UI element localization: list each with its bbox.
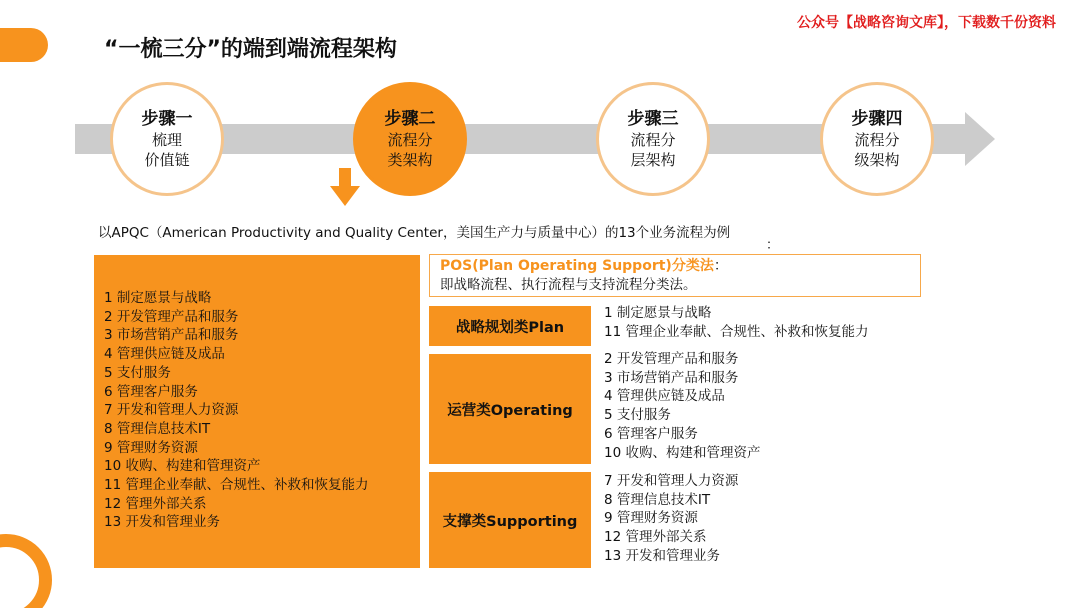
step-4-title: 步骤四 (851, 108, 903, 129)
list-item: 8 管理信息技术IT (604, 491, 711, 508)
list-item: 6 管理客户服务 (604, 425, 698, 442)
step-3-line-1: 流程分 (630, 130, 676, 149)
step-1-title: 步骤一 (141, 108, 193, 129)
step-2-title: 步骤二 (384, 108, 436, 129)
page-title: “一梳三分”的端到端流程架构 (104, 37, 397, 62)
list-item: 3 市场营销产品和服务 (604, 369, 739, 386)
list-item: 7 开发和管理人力资源 (604, 473, 739, 489)
step-3-title: 步骤三 (627, 108, 679, 129)
process-arrow-head (965, 112, 995, 166)
step-1-circle (110, 82, 224, 196)
step-1-line-1: 梳理 (151, 130, 182, 149)
step-2-line-2: 类架构 (387, 150, 433, 169)
list-item: 12 管理外部关系 (104, 495, 207, 512)
step-4-line-1: 流程分 (854, 130, 900, 149)
list-item: 13 开发和管理业务 (104, 514, 220, 531)
decorative-ring (0, 534, 52, 608)
list-item: 5 支付服务 (604, 407, 671, 424)
list-item: 4 管理供应链及成品 (604, 388, 725, 405)
category-operating-list (604, 350, 760, 462)
list-item: 13 开发和管理业务 (604, 547, 720, 564)
category-supporting-list (604, 472, 738, 566)
list-item: 5 支付服务 (104, 364, 171, 381)
category-plan-list (604, 304, 868, 341)
pos-description: 即战略流程、执行流程与支持流程分类法。 (440, 277, 697, 293)
list-item: 1 制定愿景与战略 (104, 290, 212, 306)
list-item: 11 管理企业奉献、合规性、补救和恢复能力 (604, 323, 869, 340)
category-plan-box: 战略规划类Plan (429, 306, 591, 346)
decorative-tab (0, 28, 48, 62)
step-4-circle (820, 82, 934, 196)
list-item: 8 管理信息技术IT (104, 420, 211, 437)
step-2-line-1: 流程分 (387, 130, 433, 149)
apqc-process-list (94, 255, 420, 568)
pos-title-colon: ： (713, 258, 728, 274)
list-item: 2 开发管理产品和服务 (104, 308, 239, 325)
list-item: 11 管理企业奉献、合规性、补救和恢复能力 (104, 477, 369, 494)
list-item: 4 管理供应链及成品 (104, 346, 225, 363)
pos-title-text: POS(Plan Operating Support)分类法 (440, 258, 714, 274)
down-arrow-icon (330, 168, 360, 206)
list-item: 2 开发管理产品和服务 (604, 351, 739, 367)
step-1-line-2: 价值链 (144, 150, 190, 169)
list-item: 10 收购、构建和管理资产 (604, 444, 761, 461)
intro-text: 以APQC（American Productivity and Quality Center，美国生产力与质量中心）的13个业务流程为例 (98, 225, 731, 241)
list-item: 12 管理外部关系 (604, 529, 707, 546)
pos-method-box (429, 254, 921, 297)
category-operating-box: 运营类Operating (429, 354, 591, 464)
list-item: 1 制定愿景与战略 (604, 305, 712, 321)
list-item: 10 收购、构建和管理资产 (104, 458, 261, 475)
list-item: 9 管理财务资源 (104, 439, 198, 456)
step-2-circle (353, 82, 467, 196)
list-item: 9 管理财务资源 (604, 510, 698, 527)
category-supporting-box: 支撑类Supporting (429, 472, 591, 568)
step-3-line-2: 层架构 (630, 150, 676, 169)
step-3-circle (596, 82, 710, 196)
list-item: 7 开发和管理人力资源 (104, 402, 239, 419)
intro-colon: ： (766, 238, 780, 253)
list-item: 3 市场营销产品和服务 (104, 327, 239, 344)
list-item: 6 管理客户服务 (104, 383, 198, 400)
promo-banner: 公众号【战略咨询文库】，下载数千份资料 (797, 15, 1056, 31)
step-4-line-2: 级架构 (854, 150, 900, 169)
pos-title (440, 257, 920, 276)
